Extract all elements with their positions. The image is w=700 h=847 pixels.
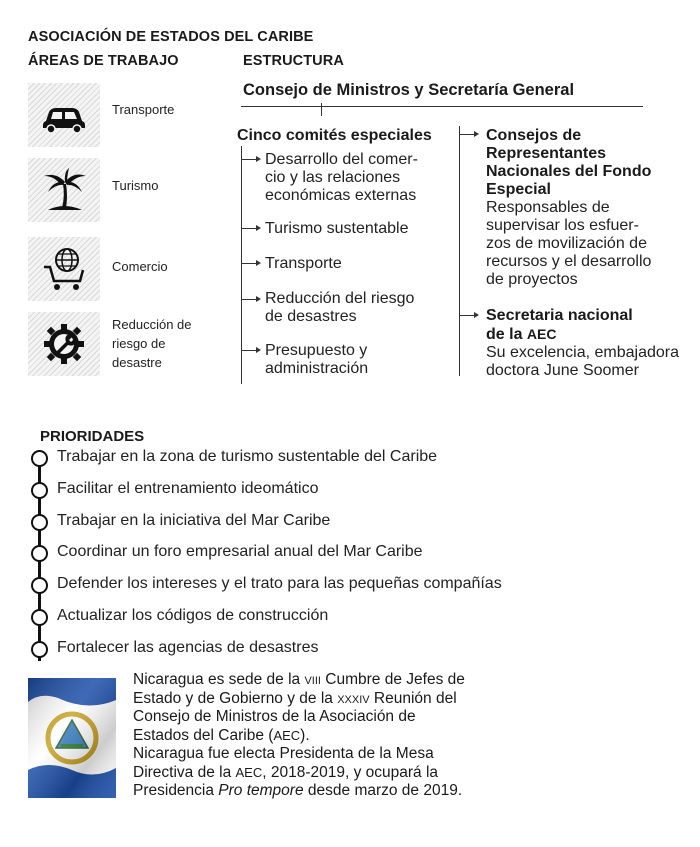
committee-line: de desastres xyxy=(265,308,357,325)
branch-arrow xyxy=(256,347,261,353)
branch-arrow xyxy=(474,312,479,318)
priority-item: Defender los intereses y el trato para las pequeñas compañías xyxy=(57,575,502,592)
note-text: Nicaragua es sede de la xyxy=(133,671,305,688)
councils-block xyxy=(486,127,651,289)
priority-marker xyxy=(31,514,48,531)
area-tile-riesgo xyxy=(28,312,100,376)
gear-wrench-icon xyxy=(36,318,92,370)
committee-item xyxy=(265,220,408,238)
priority-item: Facilitar el entrenamiento ideomático xyxy=(57,480,319,497)
area-tile-transporte xyxy=(28,83,100,147)
priority-marker xyxy=(31,641,48,658)
committee-item xyxy=(265,290,414,326)
branch-arrow xyxy=(256,296,261,302)
councils-heading-line: Nacionales del Fondo xyxy=(486,163,652,180)
area-label-riesgo-line: desastre xyxy=(112,355,162,370)
secretary-heading-line: Secretaria nacional xyxy=(486,307,633,324)
branch-line xyxy=(242,299,256,300)
area-label-turismo: Turismo xyxy=(112,178,159,193)
priority-marker xyxy=(31,609,48,626)
branch-line xyxy=(242,350,256,351)
councils-desc-line: recursos y el desarrollo xyxy=(486,253,652,270)
priority-marker xyxy=(31,482,48,499)
committees-line xyxy=(241,146,242,384)
secretary-heading xyxy=(486,307,679,344)
priority-item: Coordinar un foro empresarial anual del Mar Caribe xyxy=(57,543,423,560)
priority-item: Fortalecer las agencias de desastres xyxy=(57,639,319,656)
branch-line xyxy=(242,228,256,229)
area-label-transporte: Transporte xyxy=(112,102,175,117)
priority-marker xyxy=(31,545,48,562)
councils-heading-line: Representantes xyxy=(486,145,607,162)
councils-heading xyxy=(486,127,651,199)
nicaragua-note xyxy=(133,671,473,801)
note-roman-numeral: viii xyxy=(304,671,321,688)
councils-description xyxy=(486,199,651,289)
branch-line xyxy=(460,315,474,316)
secretary-block xyxy=(486,307,679,380)
note-text: ). xyxy=(300,726,310,744)
councils-desc-line: Responsables de xyxy=(486,199,610,216)
note-text: Cumbre de Jefes de Estado y de Gobierno y de la xyxy=(133,671,465,707)
priority-item: Actualizar los códigos de construcción xyxy=(57,607,329,624)
branch-line xyxy=(242,159,256,160)
committee-item xyxy=(265,342,368,378)
area-label-riesgo-line: Reducción de xyxy=(112,317,192,332)
priority-item: Trabajar en la zona de turismo sustentable del Caribe xyxy=(57,448,438,465)
globe-cart-icon xyxy=(36,243,92,295)
committee-line: Transporte xyxy=(265,255,342,272)
note-paragraph-1 xyxy=(133,671,473,745)
aec-abbr: AEC xyxy=(235,764,263,780)
council-connector xyxy=(321,103,322,116)
committee-line: Turismo sustentable xyxy=(265,220,409,237)
committee-line: administración xyxy=(265,360,369,377)
council-rule xyxy=(241,106,643,107)
secretary-desc-line: Su excelencia, embajadora xyxy=(486,344,680,361)
committee-line: Reducción del riesgo xyxy=(265,290,415,307)
area-label-riesgo xyxy=(112,315,192,372)
note-italic: Pro tempore xyxy=(218,782,304,799)
aec-abbr: AEC xyxy=(526,326,557,342)
councils-line xyxy=(459,126,460,376)
note-text: desde marzo de 2019. xyxy=(303,782,463,799)
priorities-heading: PRIORIDADES xyxy=(40,428,145,445)
priority-item: Trabajar en la iniciativa del Mar Caribe xyxy=(57,512,331,529)
area-tile-comercio xyxy=(28,237,100,301)
councils-heading-line: Consejos de xyxy=(486,127,582,144)
branch-line xyxy=(460,134,474,135)
main-title: ASOCIACIÓN DE ESTADOS DEL CARIBE xyxy=(28,29,314,45)
area-label-riesgo-line: riesgo de xyxy=(112,336,166,351)
councils-heading-line: Especial xyxy=(486,181,551,198)
council-title: Consejo de Ministros y Secretaría General xyxy=(243,81,575,99)
aec-abbr: AEC xyxy=(273,727,301,743)
councils-desc-line: zos de movilización de xyxy=(486,235,647,252)
secretary-heading-prefix: de la xyxy=(486,326,527,343)
car-icon xyxy=(36,89,92,141)
committee-line: Presupuesto y xyxy=(265,342,368,359)
area-label-comercio: Comercio xyxy=(112,259,168,274)
committees-heading: Cinco comités especiales xyxy=(237,127,432,144)
note-paragraph-2 xyxy=(133,745,473,801)
councils-desc-line: de proyectos xyxy=(486,271,578,288)
palm-tree-icon xyxy=(36,164,92,216)
area-tile-turismo xyxy=(28,158,100,222)
note-text: Reunión del Consejo de Ministros de la Asociación de Estados del Caribe ( xyxy=(133,689,457,744)
secretary-heading-line xyxy=(486,325,679,344)
committee-line: económicas externas xyxy=(265,187,417,204)
note-roman-numeral: xxxiv xyxy=(337,689,370,707)
branch-arrow xyxy=(474,131,479,137)
priority-marker xyxy=(31,577,48,594)
committee-line: Desarrollo del comer- xyxy=(265,151,418,168)
councils-desc-line: supervisar los esfuer- xyxy=(486,217,639,234)
structure-heading: ESTRUCTURA xyxy=(243,53,344,69)
branch-arrow xyxy=(256,260,261,266)
branch-arrow xyxy=(256,225,261,231)
priority-marker xyxy=(31,450,48,467)
areas-heading: ÁREAS DE TRABAJO xyxy=(28,53,179,69)
committee-line: cio y las relaciones xyxy=(265,169,401,186)
committee-item xyxy=(265,255,342,273)
secretary-desc-line: doctora June Soomer xyxy=(486,362,639,379)
note-text: , 2018-2019, y ocupará la Presidencia xyxy=(133,763,439,799)
committee-item xyxy=(265,151,418,205)
branch-line xyxy=(242,263,256,264)
branch-arrow xyxy=(256,156,261,162)
flag-graphic xyxy=(28,678,116,798)
nicaragua-flag-image xyxy=(28,678,116,798)
secretary-description xyxy=(486,344,679,380)
note-text: Nicaragua fue electa Presidenta de la Mesa Directiva de la xyxy=(133,745,434,781)
